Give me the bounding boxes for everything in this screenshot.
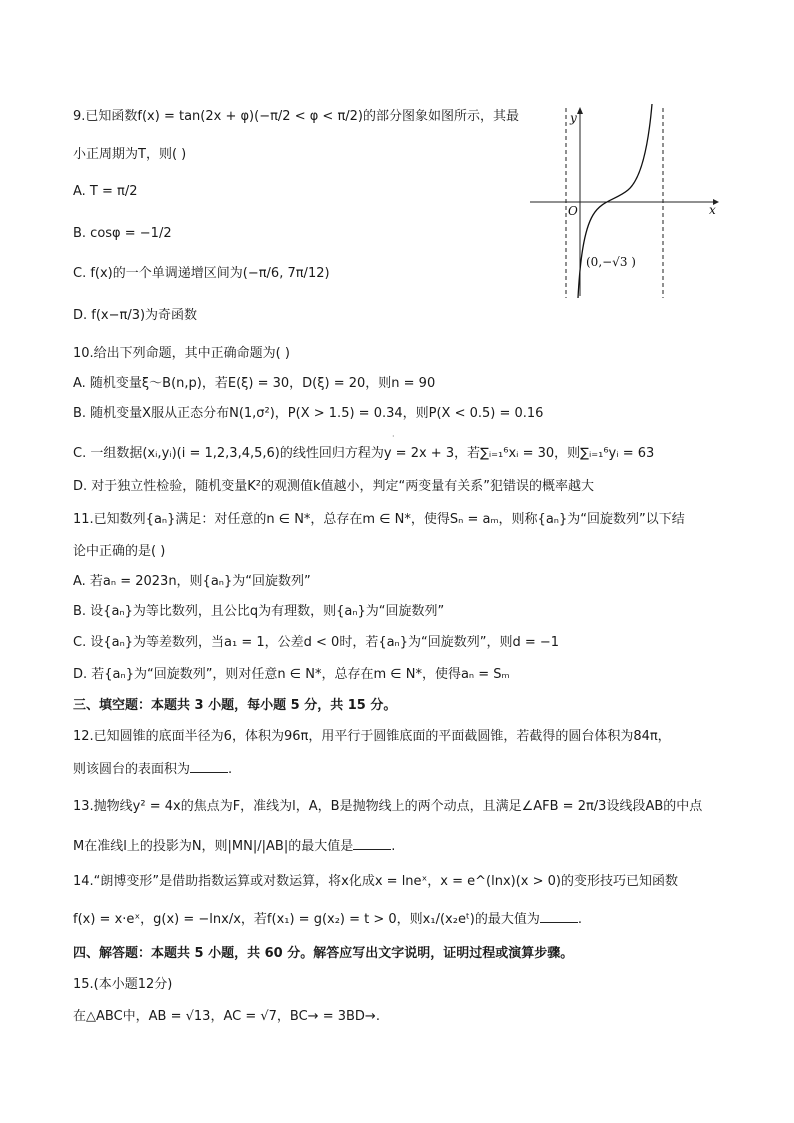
q11-option-d: D. 若{aₙ}为“回旋数列”，则对任意n ∈ N*，总存在m ∈ N*，使得aₙ = Sₘ — [73, 667, 510, 682]
q11-option-b: B. 设{aₙ}为等比数列，且公比q为有理数，则{aₙ}为“回旋数列” — [73, 604, 445, 619]
q13-line1: 13.抛物线y² = 4x的焦点为F，准线为l，A，B是抛物线上的两个动点，且满足∠AFB = 2π/3设线段AB的中点 — [73, 799, 703, 814]
q10-option-a: A. 随机变量ξ～B(n,p)，若E(ξ) = 30，D(ξ) = 20，则n = 90 — [73, 376, 436, 391]
q13-period: . — [391, 839, 396, 854]
stray-dot: · — [392, 432, 395, 441]
q15-title: 15.(本小题12分) — [73, 977, 173, 992]
q14-line1: 14.“朗博变形”是借助指数运算或对数运算，将x化成x = lneˣ，x = e^(lnx)(x > 0)的变形技巧已知函数 — [73, 874, 679, 889]
section-four-heading: 四、解答题：本题共 5 小题，共 60 分。解答应写出文字说明，证明过程或演算步骤。 — [73, 946, 574, 961]
q10-option-d: D. 对于独立性检验，随机变量K²的观测值k值越小，判定“两变量有关系”犯错误的概率越大 — [73, 479, 595, 494]
q12-line2 — [73, 760, 232, 779]
q12-line2-text: 则该圆台的表面积为 — [73, 762, 191, 777]
q9-option-d: D. f(x−π/3)为奇函数 — [73, 308, 198, 323]
q12-period: . — [228, 762, 233, 777]
section-three-heading: 三、填空题：本题共 3 小题，每小题 5 分，共 15 分。 — [73, 698, 397, 713]
y-axis-arrow — [577, 107, 583, 114]
q11-option-a: A. 若aₙ = 2023n，则{aₙ}为“回旋数列” — [73, 574, 311, 589]
q12-line1: 12.已知圆锥的底面半径为6，体积为96π，用平行于圆锥底面的平面截圆锥，若截得的圆台体积为84π， — [73, 729, 671, 744]
q10-option-c: C. 一组数据(xᵢ,yᵢ)(i = 1,2,3,4,5,6)的线性回归方程为y = 2x + 3，若∑ᵢ₌₁⁶xᵢ = 30，则∑ᵢ₌₁⁶yᵢ = 63 — [73, 446, 655, 461]
origin-label: O — [568, 204, 578, 218]
q13-answer-blank — [353, 837, 391, 850]
q13-line2 — [73, 837, 395, 856]
q15-body: 在△ABC中，AB = √13，AC = √7，BC→ = 3BD→. — [73, 1009, 380, 1024]
q12-answer-blank — [190, 760, 228, 773]
q14-answer-blank — [540, 910, 578, 923]
q11-line1: 11.已知数列{aₙ}满足：对任意的n ∈ N*，总存在m ∈ N*，使得Sₙ = aₘ，则称{aₙ}为“回旋数列”以下结 — [73, 512, 685, 527]
q9-line1: 9.已知函数f(x) = tan(2x + φ)(−π/2 < φ < π/2)的部分图象如图所示，其最 — [73, 109, 519, 124]
q11-option-c: C. 设{aₙ}为等差数列，当a₁ = 1，公差d < 0时，若{aₙ}为“回旋数列”，则d = −1 — [73, 635, 560, 650]
q10-option-b: B. 随机变量X服从正态分布N(1,σ²)，P(X > 1.5) = 0.34，则P(X < 0.5) = 0.16 — [73, 406, 544, 421]
q9-option-a: A. T = π/2 — [73, 184, 138, 199]
q14-line2-text: f(x) = x·eˣ，g(x) = −lnx/x，若f(x₁) = g(x₂) = t > 0，则x₁/(x₂eᵗ)的最大值为 — [73, 912, 540, 927]
q11-line2: 论中正确的是( ) — [73, 544, 166, 559]
q9-line2: 小正周期为T，则( ) — [73, 147, 187, 162]
q9-option-c: C. f(x)的一个单调递增区间为(−π/6, 7π/12) — [73, 266, 330, 281]
q9-option-b: B. cosφ = −1/2 — [73, 226, 172, 241]
x-label: x — [709, 203, 716, 217]
tan-function-graph — [528, 100, 728, 300]
q14-period: . — [577, 912, 582, 927]
q10-stem: 10.给出下列命题，其中正确命题为( ) — [73, 346, 290, 361]
q14-line2 — [73, 910, 582, 929]
y-label: y — [570, 111, 577, 125]
q13-line2-text: M在准线l上的投影为N，则|MN|/|AB|的最大值是 — [73, 839, 354, 854]
point-label: (0,−√3 ) — [586, 255, 636, 269]
